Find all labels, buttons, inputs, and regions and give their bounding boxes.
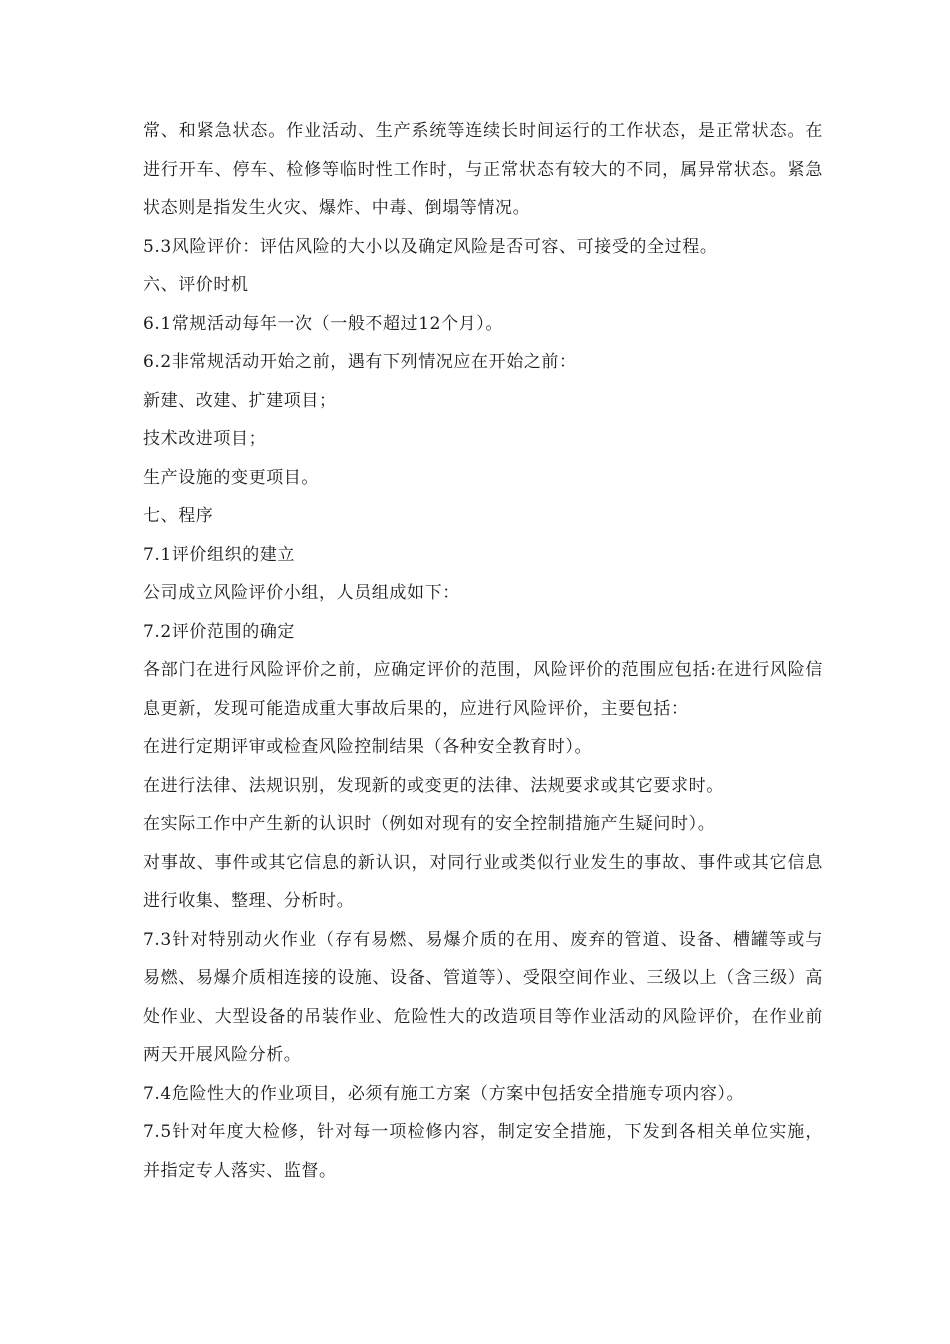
paragraph-scope: 各部门在进行风险评价之前，应确定评价的范围，风险评价的范围应包括:在进行风险信息更新，发现可能造成重大事故后果的，应进行风险评价，主要包括： xyxy=(143,660,823,719)
list-item-incident-information: 对事故、事件或其它信息的新认识，对同行业或类似行业发生的事故、事件或其它信息进行收集、整理、分析时。 xyxy=(143,852,823,911)
paragraph-state-definitions: 常、和紧急状态。作业活动、生产系统等连续长时间运行的工作状态，是正常状态。在进行开车、停车、检修等临时性工作时，与正常状态有较大的不同，属异常状态。紧急状态则是指发生火灾、爆炸、中毒、倒塌等情况。 xyxy=(143,121,823,218)
paragraph-6-2: 6.2非常规活动开始之前，遇有下列情况应在开始之前： xyxy=(143,352,577,372)
paragraph-7-3: 7.3针对特别动火作业（存有易燃、易爆介质的在用、废弃的管道、设备、槽罐等或与易燃、易爆介质相连接的设施、设备、管道等）、受限空间作业、三级以上（含三级）高处作业、大型设备的吊装作业、危险性大的改造项目等作业活动的风险评价，在作业前两天开展风险分析。 xyxy=(143,929,823,1065)
paragraph-7-2: 7.2评价范围的确定 xyxy=(143,621,296,642)
document-body xyxy=(143,112,823,1190)
list-item-new-projects: 新建、改建、扩建项目； xyxy=(143,390,337,411)
paragraph-7-4: 7.4危险性大的作业项目，必须有施工方案（方案中包括安全措施专项内容）。 xyxy=(143,1083,745,1104)
list-item-new-understanding: 在实际工作中产生新的认识时（例如对现有的安全控制措施产生疑问时）。 xyxy=(143,814,716,834)
list-item-legal-identification: 在进行法律、法规识别，发现新的或变更的法律、法规要求或其它要求时。 xyxy=(143,775,724,796)
paragraph-5-3: 5.3风险评价：评估风险的大小以及确定风险是否可容、可接受的全过程。 xyxy=(143,236,718,257)
paragraph-6-1: 6.1常规活动每年一次（一般不超过12个月）。 xyxy=(143,313,503,334)
list-item-tech-improvement: 技术改进项目； xyxy=(143,429,267,449)
paragraph-7-1: 7.1评价组织的建立 xyxy=(143,544,296,565)
list-item-periodic-review: 在进行定期评审或检查风险控制结果（各种安全教育时）。 xyxy=(143,737,593,757)
list-item-facility-change: 生产设施的变更项目。 xyxy=(143,467,319,488)
paragraph-7-5: 7.5针对年度大检修，针对每一项检修内容，制定安全措施，下发到各相关单位实施，并指定专人落实、监督。 xyxy=(143,1122,823,1181)
section-heading-7: 七、程序 xyxy=(143,506,214,526)
paragraph-team: 公司成立风险评价小组，人员组成如下： xyxy=(143,583,460,603)
section-heading-6: 六、评价时机 xyxy=(143,275,249,295)
